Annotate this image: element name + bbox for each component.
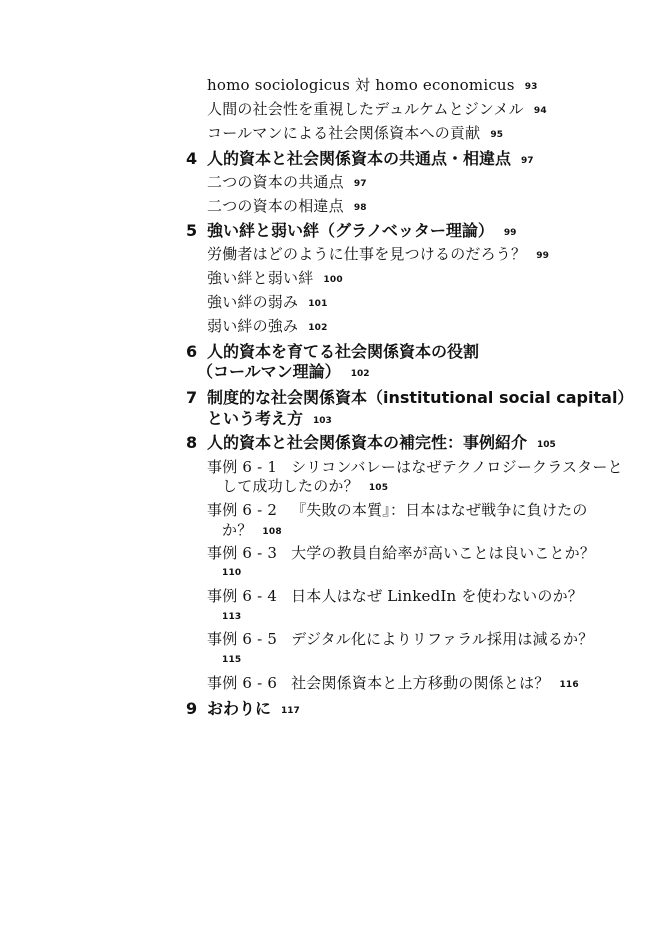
case-title: シリコンバレーはなぜテクノロジークラスターと: [291, 458, 623, 476]
toc-entry-title: 弱い絆の強み: [207, 317, 299, 335]
toc-case-continued: [222, 649, 241, 667]
section-title: 人的資本と社会関係資本の補完性：事例紹介: [207, 433, 528, 452]
page-number: 95: [490, 130, 504, 140]
section-title: 人的資本と社会関係資本の共通点・相違点: [207, 149, 512, 168]
page-number: 93: [524, 82, 538, 92]
case-label: 事例 6 - 3: [207, 544, 278, 562]
toc-case-continued: [222, 606, 241, 624]
page-number: 94: [533, 106, 547, 116]
toc-section: [186, 430, 556, 453]
toc-case-continued: [222, 475, 388, 496]
section-title: （コールマン理論）: [197, 362, 341, 381]
page-number: 99: [503, 228, 517, 238]
toc-entry-title: 強い絆と弱い絆: [207, 269, 314, 287]
page-number: 102: [350, 369, 370, 379]
toc-section-continued: [197, 359, 369, 382]
case-label: 事例 6 - 6: [207, 674, 278, 692]
case-title: 『失敗の本質』：日本はなぜ戦争に負けたの: [291, 501, 588, 519]
page-number: 98: [353, 203, 367, 213]
page-number: 99: [536, 251, 550, 261]
toc-entry: [207, 243, 549, 264]
section-number: 9: [186, 699, 198, 718]
toc-section: [186, 218, 516, 241]
page-number: 97: [521, 156, 534, 166]
page-number: 110: [222, 568, 242, 578]
page-number: 115: [222, 655, 242, 665]
toc-case: [207, 672, 579, 693]
toc-entry-title: 二つの資本の共通点: [207, 173, 344, 191]
section-title: おわりに: [207, 699, 272, 718]
section-number: 5: [186, 221, 198, 240]
section-number: 8: [186, 433, 198, 452]
section-number: 7: [186, 388, 198, 407]
page-number: 117: [281, 706, 300, 716]
toc-entry-title: 二つの資本の相違点: [207, 197, 344, 215]
section-title: 制度的な社会関係資本（institutional social capital）: [207, 388, 634, 407]
case-label: 事例 6 - 5: [207, 630, 278, 648]
page-number: 102: [308, 323, 328, 333]
page-number: 101: [308, 299, 328, 309]
case-title: 大学の教員自給率が高いことは良いことか？: [291, 544, 596, 562]
case-label: 事例 6 - 2: [207, 501, 278, 519]
page-number: 105: [537, 440, 556, 450]
section-title: 強い絆と弱い絆（グラノベッター理論）: [207, 221, 494, 240]
page-number: 113: [222, 612, 242, 622]
toc-entry-title: コールマンによる社会関係資本への貢献: [207, 124, 481, 142]
section-number: 4: [186, 149, 198, 168]
case-title: 日本人はなぜ LinkedIn を使わないのか？: [291, 587, 583, 605]
page-number: 100: [323, 275, 343, 285]
toc-entry: [207, 315, 328, 336]
toc-entry: [207, 98, 547, 119]
section-title: 人的資本を育てる社会関係資本の役割: [207, 342, 480, 361]
case-title: か？: [222, 521, 253, 539]
toc-entry: [207, 122, 503, 143]
toc-entry-title: 労働者はどのように仕事を見つけるのだろう？: [207, 245, 527, 263]
toc-section-continued: [207, 406, 332, 429]
page-number: 108: [262, 527, 282, 537]
toc-entry: [207, 74, 538, 95]
page-number: 103: [313, 416, 332, 426]
toc-case-continued: [222, 519, 282, 540]
case-label: 事例 6 - 4: [207, 587, 278, 605]
section-number: 6: [186, 342, 198, 361]
page-number: 97: [353, 179, 367, 189]
toc-entry: [207, 291, 328, 312]
case-title: デジタル化によりリファラル採用は減るか？: [291, 630, 594, 648]
toc-entry: [207, 195, 367, 216]
toc-case-continued: [222, 562, 241, 580]
toc-section: [186, 146, 534, 169]
page-number: 116: [559, 680, 579, 690]
case-title: して成功したのか？: [222, 477, 359, 495]
toc-case: [207, 456, 623, 477]
case-title: 社会関係資本と上方移動の関係とは？: [291, 674, 550, 692]
page-number: 105: [368, 483, 389, 493]
case-label: 事例 6 - 1: [207, 458, 278, 476]
toc-case: [207, 542, 595, 563]
toc-case: [207, 628, 593, 649]
toc-case: [207, 585, 583, 606]
toc-section: [186, 385, 633, 408]
section-title: という考え方: [207, 409, 304, 428]
toc-section: [186, 696, 300, 719]
toc-entry-title: homo sociologicus 対 homo economicus: [207, 76, 515, 94]
toc-entry: [207, 171, 367, 192]
toc-entry: [207, 267, 343, 288]
toc-case: [207, 499, 588, 520]
toc-entry-title: 人間の社会性を重視したデュルケムとジンメル: [207, 100, 524, 118]
toc-entry-title: 強い絆の弱み: [207, 293, 299, 311]
